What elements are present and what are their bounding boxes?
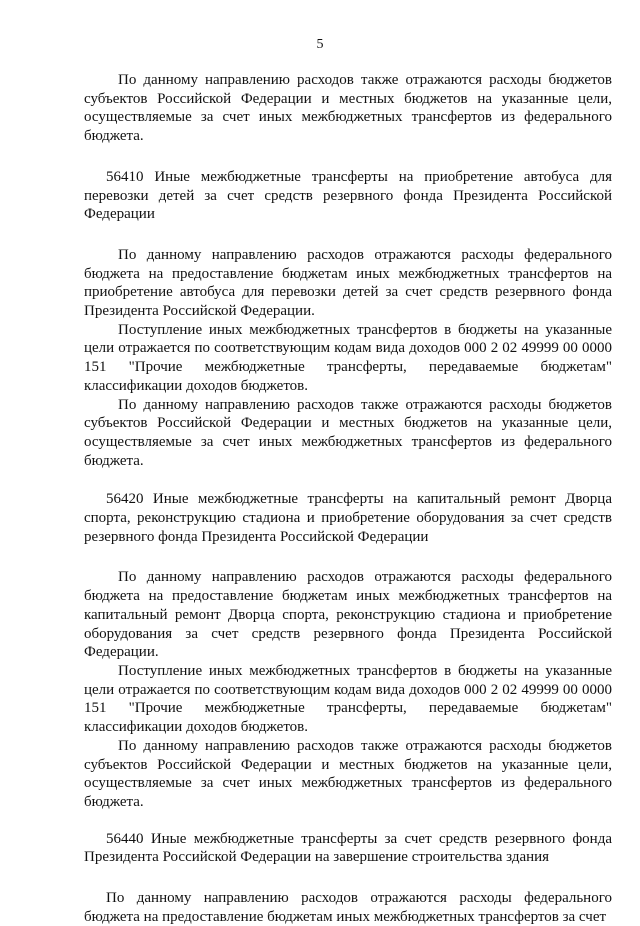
paragraph-56410-expenses: По данному направлению расходов отражаются расходы федерального бюджета на предоставление бюджетам иных межбюджетных трансфертов на приобретение автобуса для перевозки детей за счет средств резервного фонда Президента Российской Федерации. bbox=[84, 246, 612, 320]
paragraph-56420-also-reflected: По данному направлению расходов также отражаются расходы бюджетов субъектов Российской Федерации и местных бюджетов на указанные цели, осуществляемые за счет иных межбюджетных трансфертов из федерального бюджета. bbox=[84, 737, 612, 810]
page-number: 5 bbox=[316, 37, 324, 52]
document-body bbox=[84, 71, 612, 926]
paragraph-56420-expenses: По данному направлению расходов отражаются расходы федерального бюджета на предоставление бюджетам иных межбюджетных трансфертов на капитальный ремонт Дворца спорта, реконструкцию стадиона и приобретение оборудования за счет средств резервного фонда Президента Российской Федерации. bbox=[84, 569, 612, 661]
paragraph-also-reflected-1: По данному направлению расходов также отражаются расходы бюджетов субъектов Российской Федерации и местных бюджетов на указанные цели, осуществляемые за счет иных межбюджетных трансфертов из федерального бюджета. bbox=[84, 72, 612, 145]
paragraph-56440-expenses: По данному направлению расходов отражаются расходы федерального бюджета на предоставление бюджетам иных межбюджетных трансфертов за счет bbox=[84, 890, 612, 925]
section-heading-56410: 56410 Иные межбюджетные трансферты на приобретение автобуса для перевозки детей за счет средств резервного фонда Президента Российской Федерации bbox=[84, 168, 612, 223]
paragraph-56410-income: Поступление иных межбюджетных трансфертов в бюджеты на указанные цели отражается по соответствующим кодам вида доходов 000 2 02 49999 00 0000 151 "Прочие межбюджетные трансферты, передаваемые бюджетам" классификации доходов бюджетов. bbox=[84, 321, 612, 394]
paragraph-56420-income: Поступление иных межбюджетных трансфертов в бюджеты на указанные цели отражается по соответствующим кодам вида доходов 000 2 02 49999 00 0000 151 "Прочие межбюджетные трансферты, передаваемые бюджетам" классификации доходов бюджетов. bbox=[84, 662, 612, 736]
section-heading-56440: 56440 Иные межбюджетные трансферты за счет средств резервного фонда Президента Российской Федерации на завершение строительства здания bbox=[84, 830, 612, 866]
spacer bbox=[84, 867, 612, 889]
paragraph-56410-also-reflected: По данному направлению расходов также отражаются расходы бюджетов субъектов Российской Федерации и местных бюджетов на указанные цели, осуществляемые за счет иных межбюджетных трансфертов из федерального бюджета. bbox=[84, 396, 612, 469]
section-heading-56420: 56420 Иные межбюджетные трансферты на капитальный ремонт Дворца спорта, реконструкцию стадиона и приобретение оборудования за счет средств резервного фонда Президента Российской Федерации bbox=[84, 491, 612, 545]
spacer bbox=[84, 146, 612, 168]
spacer bbox=[84, 546, 612, 568]
spacer bbox=[84, 224, 612, 246]
spacer bbox=[84, 812, 612, 830]
spacer bbox=[84, 470, 612, 490]
